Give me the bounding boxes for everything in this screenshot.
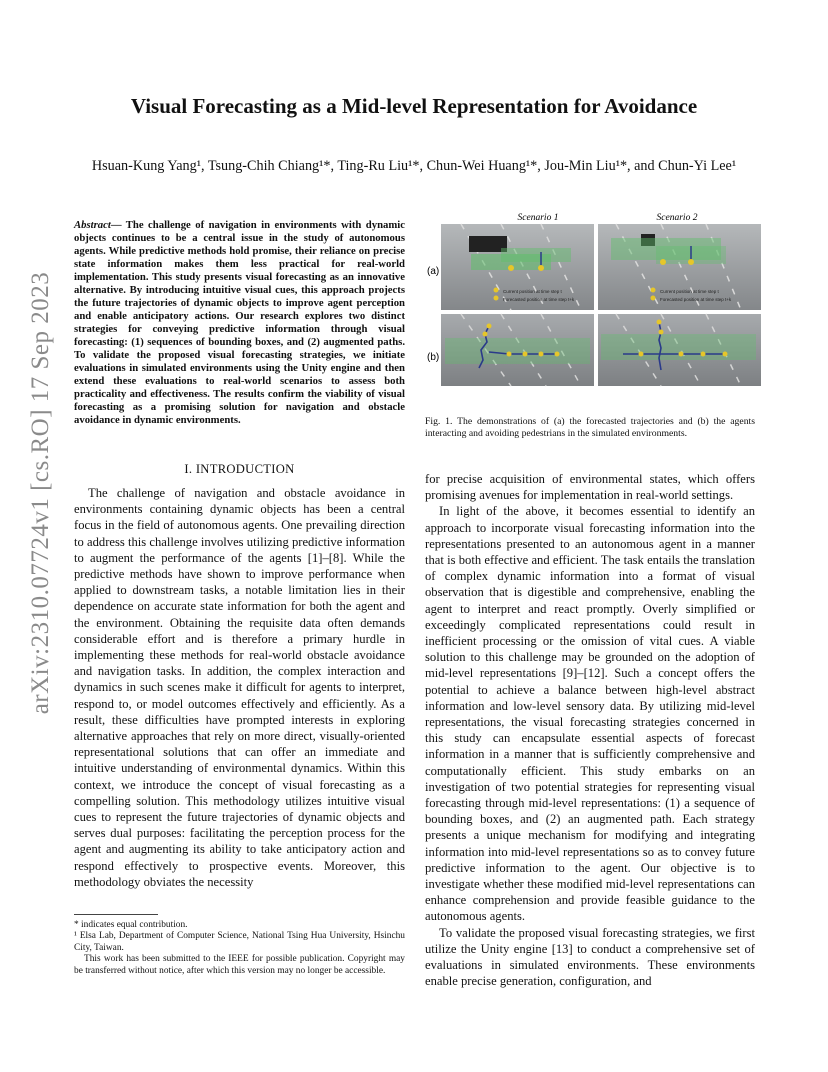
section-heading-introduction: I. INTRODUCTION [184, 462, 295, 476]
arxiv-identifier: arXiv:2310.07724v1 [cs.RO] 17 Sep 2023 [27, 271, 54, 715]
abstract [74, 219, 405, 427]
intro-left-column [74, 485, 405, 890]
legend-forecasted-position-s1: Forecasted position at time step t+k [503, 297, 575, 302]
legend-current-position-s1: Current position at time step t [503, 289, 562, 294]
panel-a-scenario-2 [598, 224, 761, 310]
arxiv-sidebar [22, 0, 60, 1072]
panel-b-scenario-2 [598, 314, 761, 386]
scenario-1-label: Scenario 1 [517, 213, 559, 223]
paper-title: Visual Forecasting as a Mid-level Representation for Avoidance [130, 94, 698, 118]
footnote-equal-contribution: * indicates equal contribution. [74, 920, 188, 930]
figure-1-graphic [427, 208, 761, 393]
footnote-rule [74, 914, 158, 915]
intro-paragraph-validation: To validate the proposed visual forecasting strategies, we first utilize the Unity engine [13] to conduct a comprehensive set of evaluations in simulated environments. These environments enable precise generation, configuration, and [425, 925, 755, 989]
intro-paragraph: The challenge of navigation and obstacle avoidance in environments containing dynamic objects has been a central focus in the field of autonomous agents. One prevailing direction to address this challenge involves utilizing predictive information to augment the performance of the agents [1]–[8]. While the predictive methods have shown to improve performance when applied to downstream tasks, a notable limitation lies in their dependence on accurate state information for both the agent and the environment. Obtaining the requisite data often demands considerable effort and is therefore a primary hurdle in implementing these methods for real-world obstacle avoidance and navigation tasks. In addition, the complex interaction and dynamics in such scenes make it difficult for agents to interpret, respond to, or model outcomes effectively and efficiently. As a result, these difficulties have prompted interests in exploring alternative approaches that rely on more direct, visually-oriented representational solutions that can offer an immediate and intuitive understanding of environmental dynamics. Within this context, we introduce the concept of visual forecasting as a compelling solution. This methodology utilizes intuitive visual cues to represent the future trajectories of dynamic objects and serves dual purposes: facilitating the perception process for the agent and augmenting its ability to take anticipatory action and respond effectively to prospective events. Moreover, this methodology obviates the necessity [74, 486, 405, 889]
footnote-affiliation: ¹ Elsa Lab, Department of Computer Science, National Tsing Hua University, Hsinchu City, Taiwan. [74, 931, 405, 953]
author-list: Hsuan-Kung Yang¹, Tsung-Chih Chiang¹*, Ting-Ru Liu¹*, Chun-Wei Huang¹*, Jou-Min Liu¹*, and Chun-Yi Lee¹ [91, 158, 737, 174]
row-b-label: (b) [427, 352, 440, 363]
row-a-label: (a) [427, 266, 440, 277]
figure-1 [427, 208, 761, 393]
scenario-2-label: Scenario 2 [656, 213, 698, 223]
footnotes [74, 920, 405, 977]
abstract-text: — The challenge of navigation in environments with dynamic objects continues to be a central issue in the study of autonomous agents. While predictive methods hold promise, their reliance on precise state information makes them less practical for real-world implementation. This study presents visual forecasting as an innovative alternative. By introducing intuitive visual cues, this approach projects the future trajectories of dynamic objects to improve agent perception and enable anticipatory actions. Our research explores two distinct strategies for conveying predictive information through visual forecasting: (1) sequences of bounding boxes, and (2) augmented paths. To validate the proposed visual forecasting strategies, we initiate evaluations in simulated environments using the Unity engine and then extend these evaluations to real-world scenarios to assess both practicality and effectiveness. The results confirm the viability of visual forecasting as a promising solution for navigation and obstacle avoidance in dynamic environments. [74, 219, 405, 426]
legend-current-position-s2: Current position at time step t [660, 289, 719, 294]
panel-b-scenario-1 [441, 314, 594, 386]
intro-right-column [425, 471, 755, 990]
footnote-copyright: This work has been submitted to the IEEE for possible publication. Copyright may be transferred without notice, after which this version may no longer be accessible. [74, 954, 405, 976]
figure-1-caption: Fig. 1. The demonstrations of (a) the forecasted trajectories and (b) the agents interacting and avoiding pedestrians in the simulated environments. [425, 416, 755, 439]
legend-forecasted-position-s2: Forecasted position at time step t+k [660, 297, 732, 302]
intro-paragraph-mid-level: In light of the above, it becomes essential to identify an approach to incorporate visual forecasting information into the representations presented to an autonomous agent in a manner that is both effective and efficient. The task entails the translation of complex dynamic information into a format of visual observation that is digestible and comprehensive, enabling the agent to interpret and react promptly. Overly simplified or exceedingly complicated representations could result in inefficient processing or the omission of vital cues. A viable solution to this challenge may be grounded on the adoption of mid-level representations [9]–[12]. Such a concept offers the potential to achieve a balance between high-level abstract information and low-level sensory data. By utilizing mid-level representations, the visual forecasting strategies concerned in this study can encapsulate essential aspects of forecast information in a manner that is sufficiently comprehensive and computationally efficient. This study embarks on an investigation of two potential strategies for representing visual forecasting through mid-level representations: (1) a sequence of bounding boxes, and (2) an augmented path. Each strategy presents a unique mechanism for modifying and integrating information into mid-level representations so as to convey future predictive information to the agent. Our objective is to investigate whether these modified mid-level representations can enhance comprehension and provide feasible guidance to the autonomous agents. [425, 504, 755, 924]
abstract-label: Abstract [74, 219, 111, 231]
panel-a-scenario-1 [441, 224, 594, 310]
intro-continued-paragraph: for precise acquisition of environmental states, which offers promising avenues for implementation in real-world settings. [425, 472, 755, 503]
